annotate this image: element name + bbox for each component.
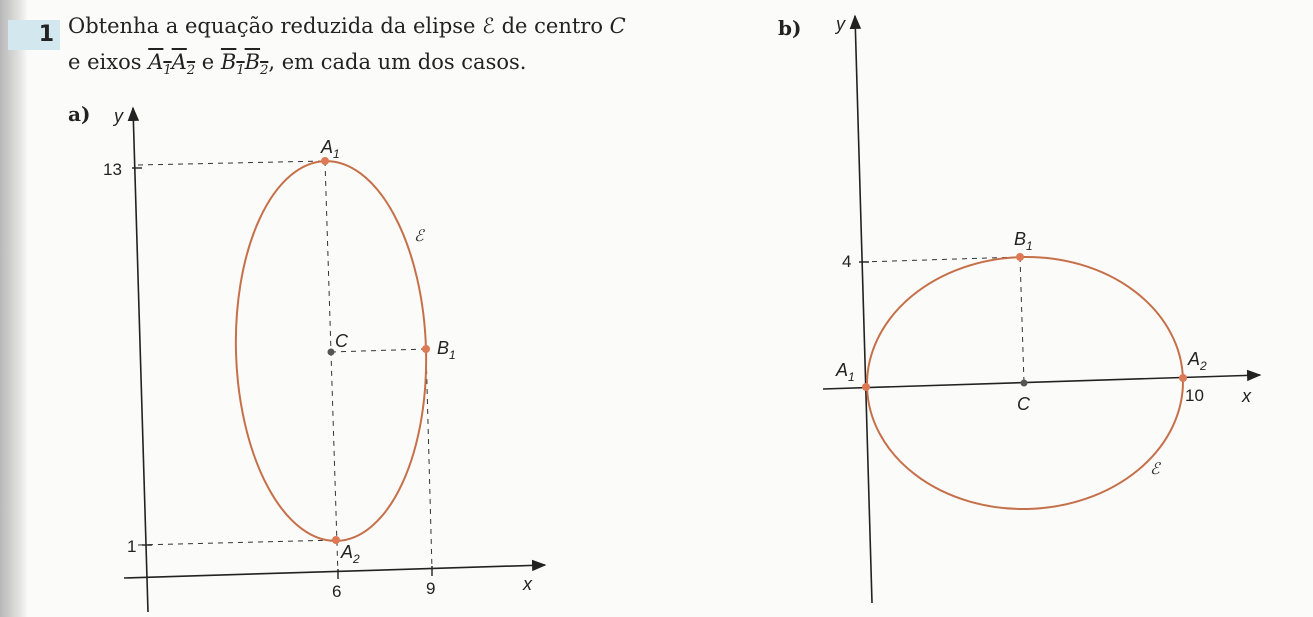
y-axis-label: y <box>114 106 123 126</box>
x-axis-label: x <box>523 574 532 594</box>
label-c: C <box>335 331 348 351</box>
label-a1: $A_1$ <box>321 137 340 161</box>
statement-text: de centro <box>501 14 603 38</box>
point-a1 <box>321 157 329 165</box>
statement-text: Obtenha a equação reduzida da elipse <box>68 14 476 38</box>
label-ellipse: ℰ <box>1150 461 1160 478</box>
tick-label-13: 13 <box>103 160 122 179</box>
tick-label-4: 4 <box>842 252 852 271</box>
x-axis <box>124 565 545 578</box>
tick-label-1: 1 <box>127 537 137 556</box>
point-c <box>328 349 335 356</box>
y-axis <box>855 16 872 603</box>
tick-label-9: 9 <box>426 579 436 598</box>
segment-a1a2: $A_1A_2$ <box>148 50 196 79</box>
label-ellipse: ℰ <box>414 228 424 245</box>
label-b1: $B_1$ <box>437 338 456 362</box>
conjunction: e <box>201 50 215 74</box>
label-a2: $A_2$ <box>341 542 360 566</box>
point-b1 <box>1016 253 1024 261</box>
figure-b-label: b) <box>778 16 802 40</box>
label-c: C <box>1017 394 1030 414</box>
point-a1 <box>862 383 870 391</box>
x-axis-label: x <box>1242 386 1251 406</box>
point-a2 <box>1179 374 1187 382</box>
label-a1: $A_1$ <box>836 360 855 384</box>
figure-b <box>823 14 1260 603</box>
center-variable: C <box>609 14 626 38</box>
y-axis-label: y <box>836 14 845 34</box>
point-b1 <box>422 345 430 353</box>
label-b1: $B_1$ <box>1014 229 1033 253</box>
ellipse-symbol: ℰ <box>482 14 495 38</box>
statement-text: , em cada um dos casos. <box>268 50 527 74</box>
tick-label-6: 6 <box>332 582 342 601</box>
point-a2 <box>332 536 340 544</box>
statement-text: e eixos <box>68 50 142 74</box>
figure-a-label: a) <box>68 102 91 126</box>
label-a2: $A_2$ <box>1188 349 1207 373</box>
exercise-number: 1 <box>8 20 60 50</box>
figure-a <box>103 106 545 612</box>
point-c <box>1021 380 1028 387</box>
segment-b1b2: $B_1B_2$ <box>220 50 269 79</box>
tick-label-10: 10 <box>1185 386 1204 405</box>
